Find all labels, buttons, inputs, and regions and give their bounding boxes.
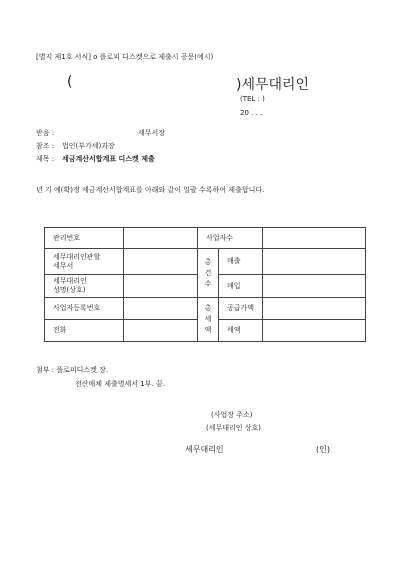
total-count-label — [198, 249, 219, 298]
total-count-char-2: 건 — [204, 268, 212, 277]
sales-label: 매출 — [219, 249, 263, 275]
total-amount-char-1: 총 — [204, 304, 212, 312]
submission-form-table — [44, 227, 366, 342]
seal-mark: (인) — [316, 445, 330, 454]
reference-value: 법인(부가세)과장 — [62, 142, 115, 150]
title-open-paren: ( — [67, 74, 73, 90]
total-amount-char-2: 세 — [204, 315, 212, 323]
tax-amount-label: 세액 — [219, 320, 263, 342]
tel-line: (TEL : ) — [240, 95, 265, 103]
biz-count-label: 사업자수 — [198, 228, 263, 249]
jurisdiction-field[interactable] — [124, 249, 198, 275]
business-address: (사업장 주소) — [211, 411, 253, 419]
body-paragraph: 년 기 예(확)정 세금계산서합계표를 아래와 같이 일괄 수록하여 제출합니다. — [36, 186, 265, 194]
agent-trade-name: (세무대리인 상호) — [206, 424, 262, 432]
reference-label: 참조 : — [36, 142, 55, 150]
total-amount-label — [198, 298, 219, 342]
jurisdiction-label-line2: 세무서 — [53, 261, 74, 270]
supply-value-field[interactable] — [263, 298, 366, 320]
jurisdiction-label — [45, 249, 124, 275]
agent-name-label-line1: 세무대리인 — [53, 277, 87, 285]
total-count-char-3: 수 — [204, 279, 212, 288]
title-agent: )세무대리인 — [236, 77, 310, 93]
biz-reg-no-field[interactable] — [124, 298, 198, 320]
total-count-char-1: 총 — [204, 257, 212, 266]
recipient-label: 받음 : — [36, 129, 55, 137]
agent-name-field[interactable] — [124, 275, 198, 298]
total-amount-char-3: 액 — [204, 326, 212, 334]
attachment-line: 첨부 : 플로피디스켓 장. — [36, 366, 109, 374]
mgmt-no-label: 관리번호 — [45, 228, 124, 249]
date-line: 20 . . . — [240, 109, 263, 117]
attachment-detail: 전산매체 제출명세서 1부. 끝. — [75, 380, 165, 388]
subject-label: 제목 : — [36, 155, 55, 163]
jurisdiction-label-line1: 세무대리인관할 — [53, 252, 101, 261]
agent-name-label — [45, 275, 124, 298]
purchase-label: 매입 — [219, 275, 263, 298]
phone-field[interactable] — [124, 320, 198, 342]
supply-value-label: 공급가액 — [219, 298, 263, 320]
form-header-label: [별지 제1호 서식] o 플로피 디스켓으로 제출시 공문(예시) — [36, 53, 214, 61]
tax-amount-field[interactable] — [263, 320, 366, 342]
biz-count-field[interactable] — [263, 228, 366, 249]
purchase-count-field[interactable] — [263, 275, 366, 298]
sales-count-field[interactable] — [263, 249, 366, 275]
agent-signature-label: 세무대리인 — [185, 445, 224, 454]
mgmt-no-field[interactable] — [124, 228, 198, 249]
agent-name-label-line2: 성명(상호) — [53, 286, 86, 294]
recipient-value: 세무서장 — [138, 129, 166, 137]
subject-value: 세금계산서합계표 디스켓 제출 — [62, 155, 155, 163]
biz-reg-no-label: 사업자등록번호 — [45, 298, 124, 320]
phone-label: 전화 — [45, 320, 124, 342]
